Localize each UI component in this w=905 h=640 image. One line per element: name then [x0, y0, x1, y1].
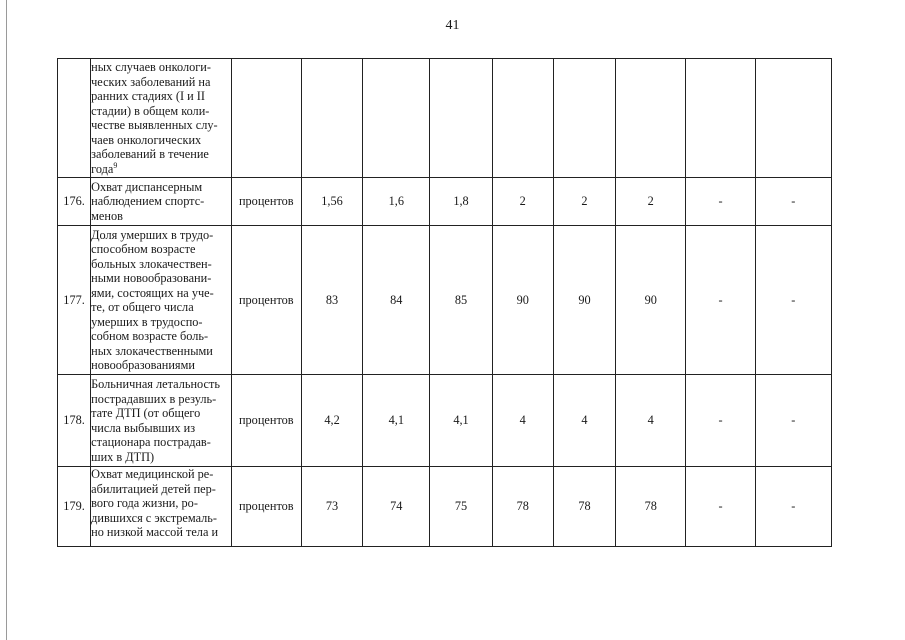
text-line: способном возрасте [91, 242, 196, 256]
cell-unit [231, 59, 301, 178]
cell-unit: процентов [231, 178, 301, 226]
cell-value: 2 [553, 178, 615, 226]
cell-unit: процентов [231, 226, 301, 375]
cell-value: 1,8 [430, 178, 492, 226]
scan-edge-line [6, 0, 7, 640]
cell-value: 4 [492, 375, 553, 467]
text-line: Охват диспансерным [91, 179, 203, 194]
cell-unit: процентов [231, 467, 301, 547]
cell-value: 1,6 [363, 178, 430, 226]
cell-value: 84 [363, 226, 430, 375]
text-line: те, от общего числа [91, 300, 194, 314]
text-line: абилитацией детей пер- [91, 481, 216, 496]
cell-value: - [686, 467, 755, 547]
table-body [58, 59, 832, 547]
text-line: стационара пострадав- [91, 435, 211, 449]
text-line: умерших в трудоспо- [91, 314, 203, 329]
cell-number: 176. [58, 178, 91, 226]
cell-value: 90 [553, 226, 615, 375]
cell-value: 1,56 [301, 178, 362, 226]
text-line: собном возрасте боль- [91, 329, 209, 343]
cell-value: 2 [616, 178, 686, 226]
cell-value: - [755, 226, 831, 375]
cell-indicator-name [91, 375, 232, 467]
cell-value [492, 59, 553, 178]
indicators-table [57, 58, 832, 547]
text-line: менов [91, 208, 123, 223]
cell-value: 4 [616, 375, 686, 467]
page-number: 41 [445, 18, 460, 33]
cell-value: 90 [492, 226, 553, 375]
cell-value: 85 [430, 226, 492, 375]
cell-value: 2 [492, 178, 553, 226]
footnote-mark: 9 [113, 160, 118, 170]
cell-indicator-name [91, 467, 232, 547]
cell-indicator-name [91, 226, 232, 375]
text-line: Доля умерших в трудо- [91, 227, 214, 242]
cell-value [430, 59, 492, 178]
text-line: ранних стадиях (I и II [91, 89, 205, 103]
cell-value [553, 59, 615, 178]
text-line: ших в ДТП) [91, 449, 155, 464]
cell-unit: процентов [231, 375, 301, 467]
text-line [91, 162, 231, 177]
cell-value: 4,2 [301, 375, 362, 467]
table-row [58, 467, 832, 547]
cell-value: 78 [492, 467, 553, 547]
cell-value [301, 59, 362, 178]
cell-value: - [686, 178, 755, 226]
text-line: Больничная летальность [91, 377, 220, 391]
text-line: ными новообразовани- [91, 271, 212, 285]
cell-value: - [755, 178, 831, 226]
text-line: ных злокачественными [91, 343, 213, 358]
table-row [58, 375, 832, 467]
cell-value: - [686, 226, 755, 375]
cell-number: 178. [58, 375, 91, 467]
cell-value [363, 59, 430, 178]
table-row-continued [58, 59, 832, 178]
text-line: новообразованиями [91, 358, 195, 372]
cell-value: 75 [430, 467, 492, 547]
table-row [58, 226, 832, 375]
cell-number: 179. [58, 467, 91, 547]
cell-value: 4,1 [363, 375, 430, 467]
text-line: тате ДТП (от общего [91, 406, 201, 420]
cell-indicator-name [91, 59, 232, 178]
text-line: дившихся с экстремаль- [91, 510, 217, 525]
cell-value: 74 [363, 467, 430, 547]
text-line: числа выбывших из [91, 420, 196, 435]
table-row [58, 178, 832, 226]
text-line: стадии) в общем коли- [91, 103, 210, 118]
text-line: ных случаев онкологи- [91, 60, 211, 74]
cell-value: 73 [301, 467, 362, 547]
cell-value [686, 59, 755, 178]
cell-value: 83 [301, 226, 362, 375]
cell-value: - [755, 375, 831, 467]
cell-value: 4 [553, 375, 615, 467]
cell-value: 4,1 [430, 375, 492, 467]
text-line: Охват медицинской ре- [91, 467, 214, 481]
cell-value: - [686, 375, 755, 467]
text-line: но низкой массой тела и [91, 525, 219, 539]
cell-number: 177. [58, 226, 91, 375]
text-line: вого года жизни, ро- [91, 496, 198, 510]
text-line: наблюдением спортс- [91, 194, 205, 209]
cell-indicator-name [91, 178, 232, 226]
text-line: ческих заболеваний на [91, 74, 211, 89]
cell-value: 78 [616, 467, 686, 547]
text-line: честве выявленных слу- [91, 118, 218, 132]
text-line-end: года [91, 161, 114, 176]
text-line: ями, состоящих на уче- [91, 285, 214, 300]
text-line: больных злокачествен- [91, 256, 212, 271]
cell-value [616, 59, 686, 178]
text-line: заболеваний в течение [91, 147, 209, 161]
cell-number [58, 59, 91, 178]
cell-value: 78 [553, 467, 615, 547]
cell-value [755, 59, 831, 178]
cell-value: 90 [616, 226, 686, 375]
cell-value: - [755, 467, 831, 547]
text-line: чаев онкологических [91, 132, 202, 147]
text-line: пострадавших в резуль- [91, 391, 217, 406]
